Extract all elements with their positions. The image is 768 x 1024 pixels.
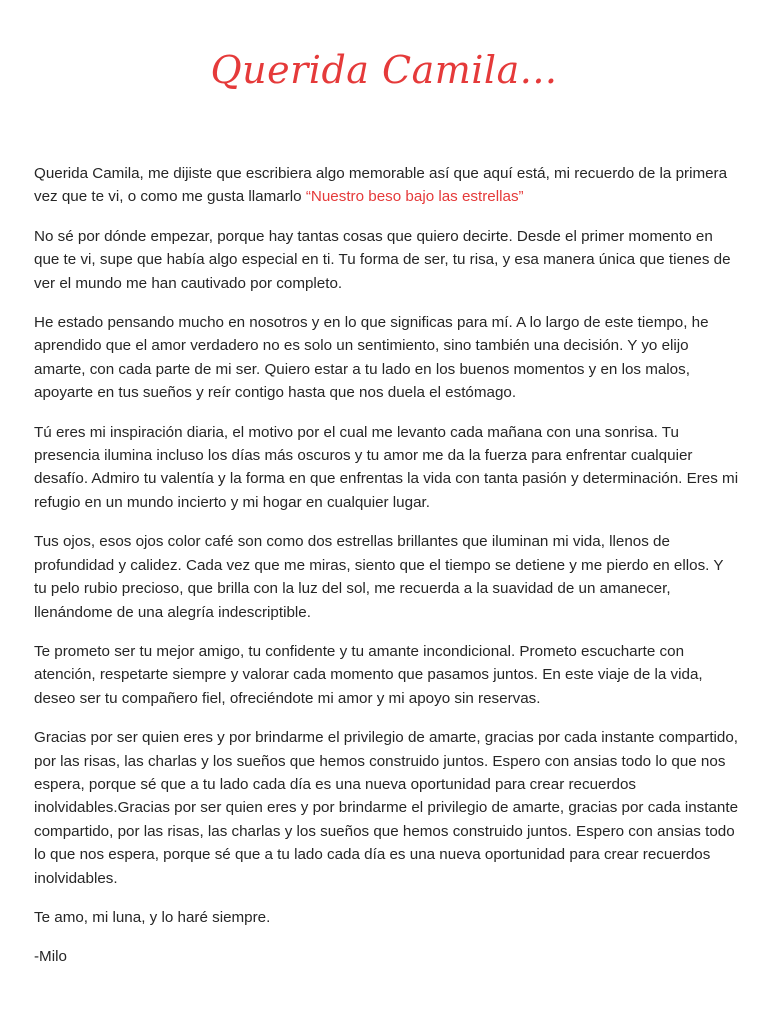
paragraph: Gracias por ser quien eres y por brindarme el privilegio de amarte, gracias por cada instante compartido, por las risas, las charlas y los sueños que hemos construido juntos. Espero con ansias todo lo que nos espera, porque sé que a tu lado cada día es una nueva oportunidad para crear recuerdos inolvidables.Gracias por ser quien eres y por brindarme el privilegio de amarte, gracias por cada instante compartido, por las risas, las charlas y los sueños que hemos construido juntos. Espero con ansias todo lo que nos espera, porque sé que a tu lado cada día es una nueva oportunidad para crear recuerdos inolvidables. bbox=[34, 729, 739, 887]
paragraph: Te prometo ser tu mejor amigo, tu confidente y tu amante incondicional. Prometo escucharte con atención, respetarte siempre y valorar cada momento que pasamos juntos. En este viaje de la vida, deseo ser tu compañero fiel, ofreciéndote mi amor y mi apoyo sin reservas. bbox=[34, 642, 703, 707]
letter-title: Querida Camila... bbox=[210, 48, 558, 92]
paragraph: He estado pensando mucho en nosotros y en lo que significas para mí. A lo largo de este tiempo, he aprendido que el amor verdadero no es solo un sentimiento, sino también una decisión. Y yo elijo amarte, con cada parte de mi ser. Quiero estar a tu lado en los buenos momentos y en los malos, apoyarte en tus sueños y reír contigo hasta que nos duela el estómago. bbox=[34, 314, 709, 402]
closing-line: Te amo, mi luna, y lo haré siempre. bbox=[34, 908, 271, 926]
letter-body bbox=[34, 162, 739, 985]
highlighted-quote: “Nuestro beso bajo las estrellas” bbox=[305, 188, 524, 206]
paragraph: Tú eres mi inspiración diaria, el motivo por el cual me levanto cada mañana con una sonrisa. Tu presencia ilumina incluso los días más oscuros y tu amor me da la fuerza para enfrentar cualquier desafío. Admiro tu valentía y la forma en que enfrentas la vida con tanta pasión y determinación. Eres mi refugio en un mundo incierto y mi hogar en cualquier lugar. bbox=[34, 423, 739, 511]
intro-text: Querida Camila, me dijiste que escribiera algo memorable así que aquí está, mi recuerdo de la primera vez que te vi, o como me gusta llamarlo bbox=[34, 165, 728, 206]
signature: -Milo bbox=[34, 948, 67, 966]
paragraph: Tus ojos, esos ojos color café son como dos estrellas brillantes que iluminan mi vida, llenos de profundidad y calidez. Cada vez que me miras, siento que el tiempo se detiene y me pierdo en ellos. Y tu pelo rubio precioso, que brilla con la luz del sol, me recuerda a la suavidad de un amanecer, llenándome de una alegría indescriptible. bbox=[34, 533, 724, 621]
paragraph: No sé por dónde empezar, porque hay tantas cosas que quiero decirte. Desde el primer momento en que te vi, supe que había algo especial en ti. Tu forma de ser, tu risa, y esa manera única que tienes de ver el mundo me han cautivado por completo. bbox=[34, 227, 731, 292]
intro-paragraph bbox=[34, 162, 739, 209]
